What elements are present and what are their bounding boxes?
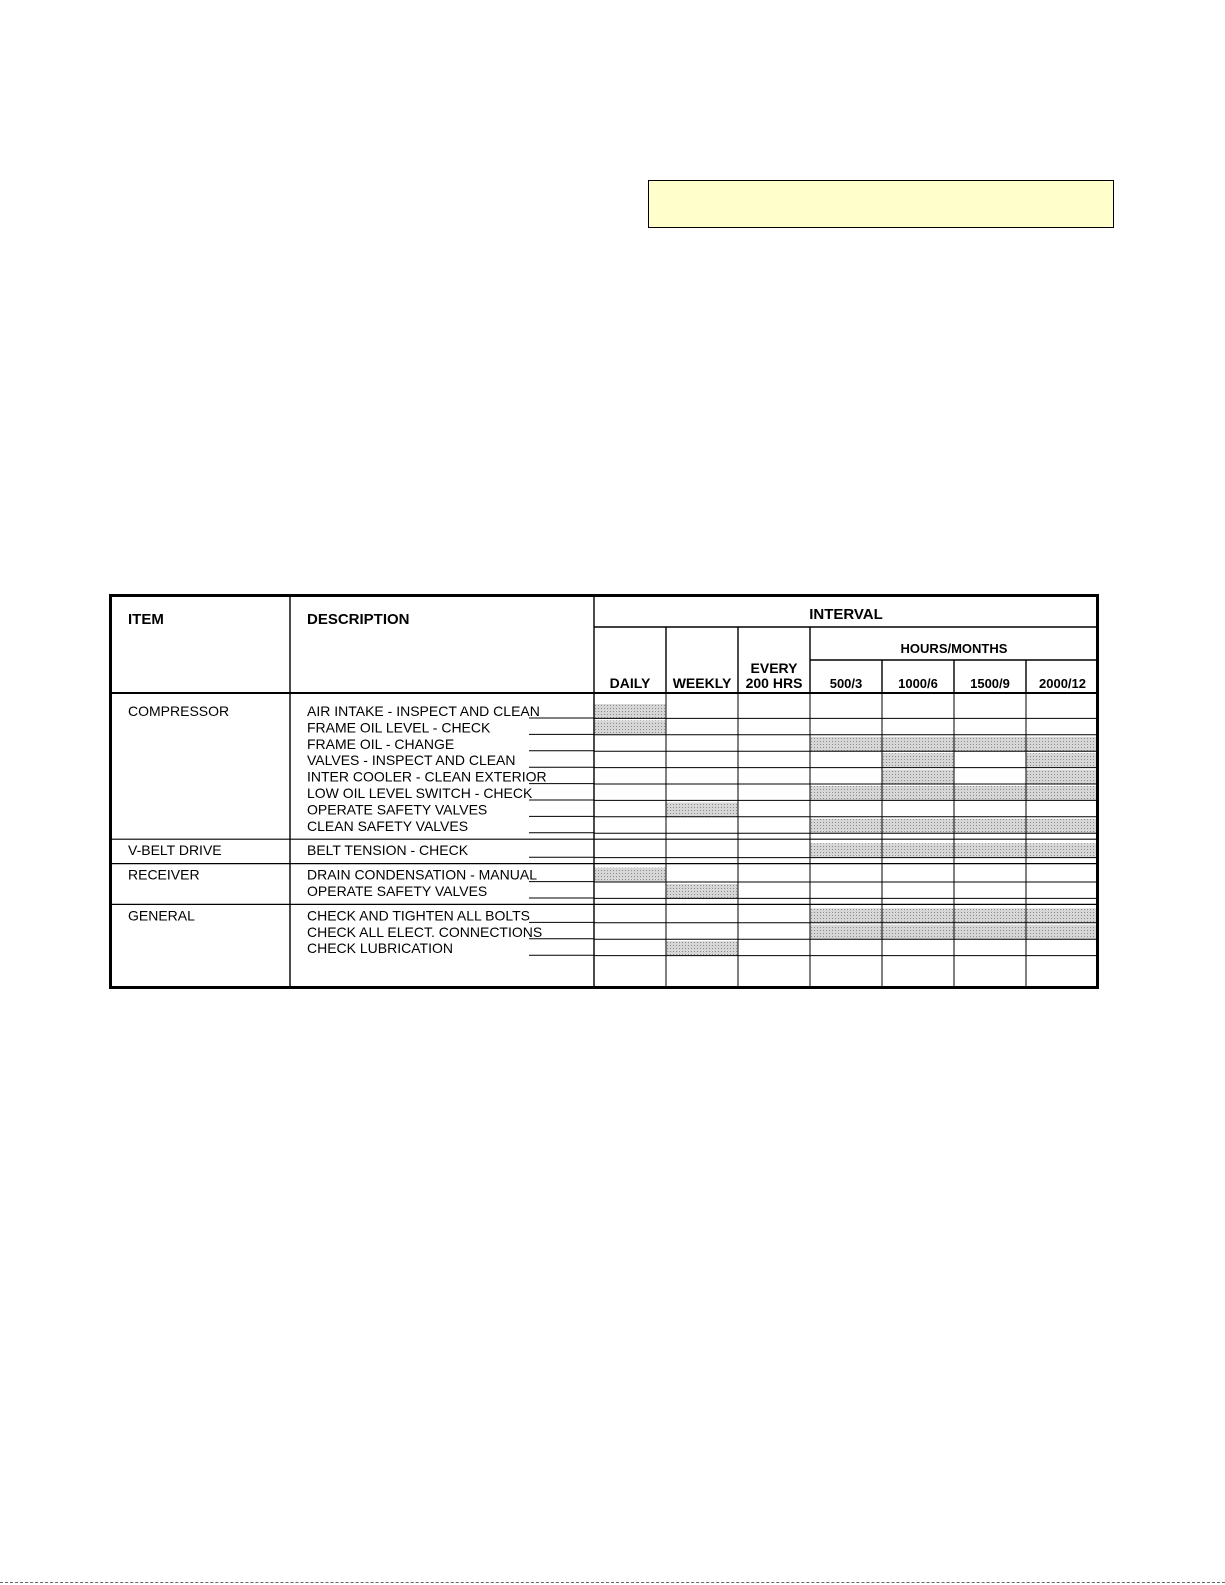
column-header-1: DAILY [609, 675, 651, 691]
page-bottom-rule [0, 1582, 1225, 1583]
interval-shade-cell [594, 868, 666, 882]
group-item-label: V-BELT DRIVE [128, 842, 222, 859]
task-description: BELT TENSION - CHECK [307, 842, 469, 859]
interval-shade-cell [1026, 908, 1099, 922]
group-item-label: RECEIVER [128, 866, 200, 883]
highlight-note-box [648, 180, 1114, 228]
interval-shade-cell [882, 819, 954, 833]
interval-shade-cell [954, 786, 1026, 800]
column-header-7: 2000/12 [1039, 676, 1086, 691]
header-hours-months: HOURS/MONTHS [900, 641, 1008, 656]
interval-shade-cell [1026, 737, 1099, 751]
interval-shade-cell [1026, 770, 1099, 784]
interval-shade-cell [666, 802, 738, 816]
task-description: CHECK ALL ELECT. CONNECTIONS [307, 923, 543, 940]
interval-shade-cell [954, 843, 1026, 857]
column-header-2: WEEKLY [672, 675, 732, 691]
interval-shade-cell [810, 786, 882, 800]
leader-lines [529, 718, 594, 955]
column-header-4: 500/3 [829, 676, 863, 691]
interval-shading-layer [594, 704, 1099, 956]
interval-shade-cell [666, 884, 738, 898]
task-description: VALVES - INSPECT AND CLEAN [307, 752, 516, 769]
interval-shade-cell [810, 843, 882, 857]
interval-shade-cell [1026, 843, 1099, 857]
task-description: DRAIN CONDENSATION - MANUAL [307, 866, 537, 883]
interval-shade-cell [594, 704, 666, 718]
task-description: CHECK AND TIGHTEN ALL BOLTS [307, 907, 531, 924]
interval-shade-cell [1026, 753, 1099, 767]
interval-shade-cell [954, 737, 1026, 751]
column-header-3: EVERY 200 HRS [745, 660, 803, 691]
task-description: CLEAN SAFETY VALVES [307, 817, 469, 834]
maintenance-schedule-table [109, 594, 1099, 989]
interval-shade-cell [1026, 786, 1099, 800]
schedule-rows [128, 703, 547, 956]
task-description: OPERATE SAFETY VALVES [307, 801, 488, 818]
maintenance-schedule-grid [109, 594, 1099, 989]
group-item-label: COMPRESSOR [128, 703, 230, 719]
header-item: ITEM [128, 611, 164, 628]
interval-shade-cell [810, 819, 882, 833]
interval-shade-cell [1026, 819, 1099, 833]
task-description: OPERATE SAFETY VALVES [307, 883, 488, 899]
header-description: DESCRIPTION [307, 611, 410, 628]
interval-shade-cell [810, 908, 882, 922]
interval-shade-cell [666, 941, 738, 955]
task-description: INTER COOLER - CLEAN EXTERIOR [307, 768, 547, 785]
header-interval: INTERVAL [809, 606, 883, 623]
interval-shade-cell [954, 819, 1026, 833]
interval-shade-cell [810, 737, 882, 751]
interval-shade-cell [882, 753, 954, 767]
column-header-6: 1500/9 [970, 676, 1010, 691]
task-description: CHECK LUBRICATION [307, 940, 453, 957]
interval-shade-cell [882, 786, 954, 800]
interval-shade-cell [882, 843, 954, 857]
group-item-label: GENERAL [128, 907, 195, 924]
interval-shade-cell [954, 925, 1026, 939]
task-description: LOW OIL LEVEL SWITCH - CHECK [307, 785, 533, 801]
interval-shade-cell [810, 925, 882, 939]
interval-shade-cell [594, 720, 666, 734]
interval-shade-cell [882, 908, 954, 922]
interval-shade-cell [1026, 925, 1099, 939]
task-description: AIR INTAKE - INSPECT AND CLEAN [307, 703, 540, 719]
interval-shade-cell [954, 908, 1026, 922]
task-description: FRAME OIL LEVEL - CHECK [307, 719, 491, 736]
column-header-5: 1000/6 [898, 676, 938, 691]
interval-column-headers [610, 660, 1086, 691]
task-description: FRAME OIL - CHANGE [307, 735, 455, 752]
interval-shade-cell [882, 925, 954, 939]
interval-shade-cell [882, 770, 954, 784]
interval-shade-cell [882, 737, 954, 751]
